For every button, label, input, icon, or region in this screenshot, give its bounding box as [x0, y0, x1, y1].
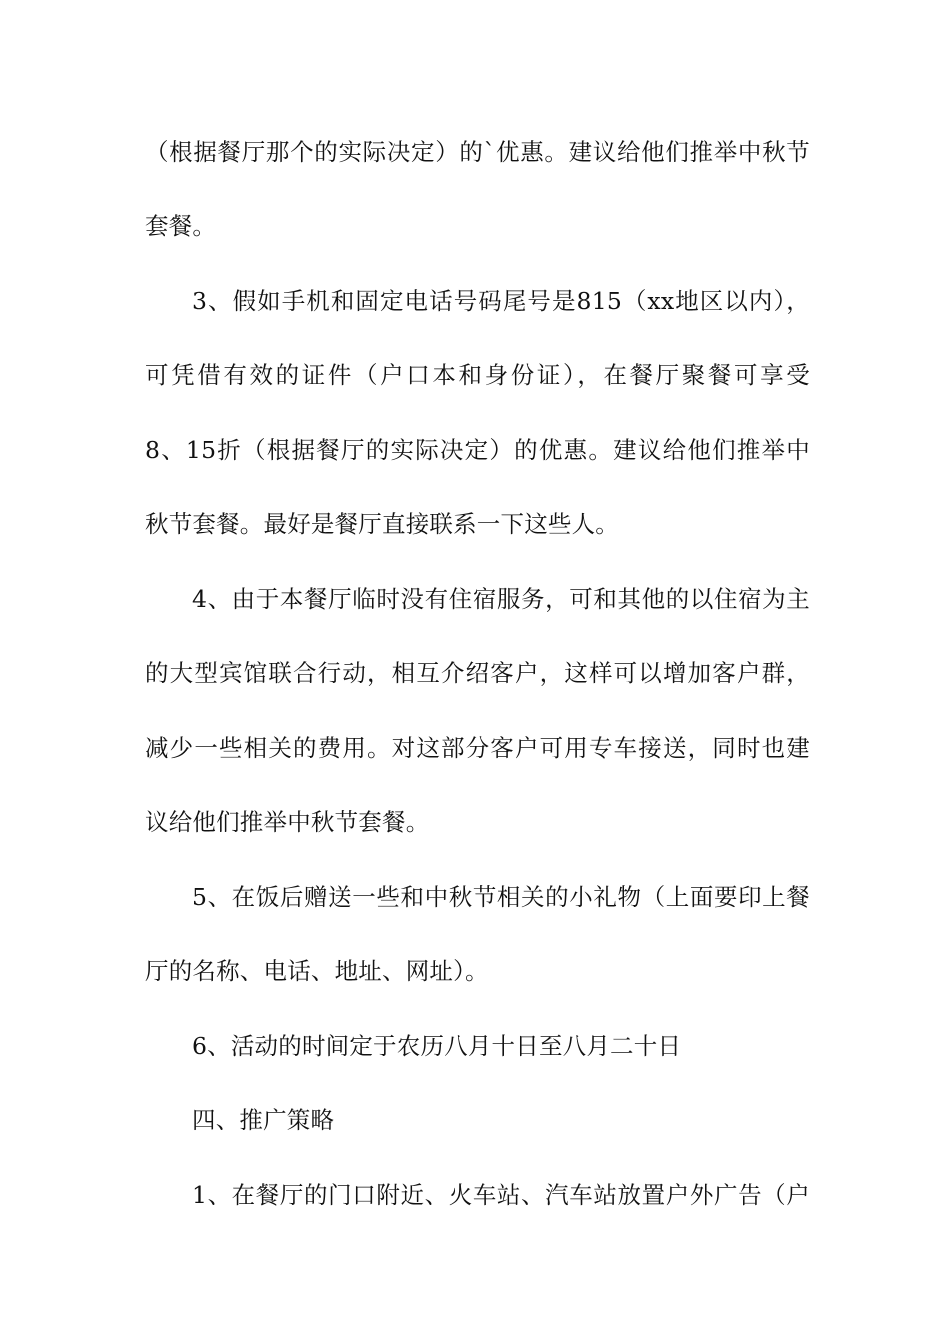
paragraph-line: 厅的名称、电话、地址、网址）。 — [145, 957, 489, 985]
paragraph-line: 议给他们推举中秋节套餐。 — [145, 808, 430, 836]
paragraph-line: 8、15折（根据餐厅的实际决定）的优惠。建议给他们推举中 — [145, 436, 810, 464]
paragraph-line: 套餐。 — [145, 212, 217, 240]
paragraph-line: 5、在饭后赠送一些和中秋节相关的小礼物（上面要印上餐 — [192, 883, 810, 911]
section-heading: 四、推广策略 — [192, 1106, 335, 1134]
paragraph-line: 6、活动的时间定于农历八月十日至八月二十日 — [192, 1032, 682, 1060]
paragraph-line: 可凭借有效的证件（户口本和身份证），在餐厅聚餐可享受 — [145, 361, 810, 389]
paragraph-line: 秋节套餐。最好是餐厅直接联系一下这些人。 — [145, 510, 619, 538]
paragraph-line: 减少一些相关的费用。对这部分客户可用专车接送，同时也建 — [145, 734, 810, 762]
paragraph-line: 3、假如手机和固定电话号码尾号是815（xx地区以内）， — [192, 287, 810, 315]
paragraph-line: 4、由于本餐厅临时没有住宿服务，可和其他的以住宿为主 — [192, 585, 810, 613]
paragraph-line: 1、在餐厅的门口附近、火车站、汽车站放置户外广告（户 — [192, 1181, 810, 1209]
paragraph-line: （根据餐厅那个的实际决定）的`优惠。建议给他们推举中秋节 — [145, 138, 810, 166]
paragraph-line: 的大型宾馆联合行动，相互介绍客户，这样可以增加客户群， — [145, 659, 810, 687]
